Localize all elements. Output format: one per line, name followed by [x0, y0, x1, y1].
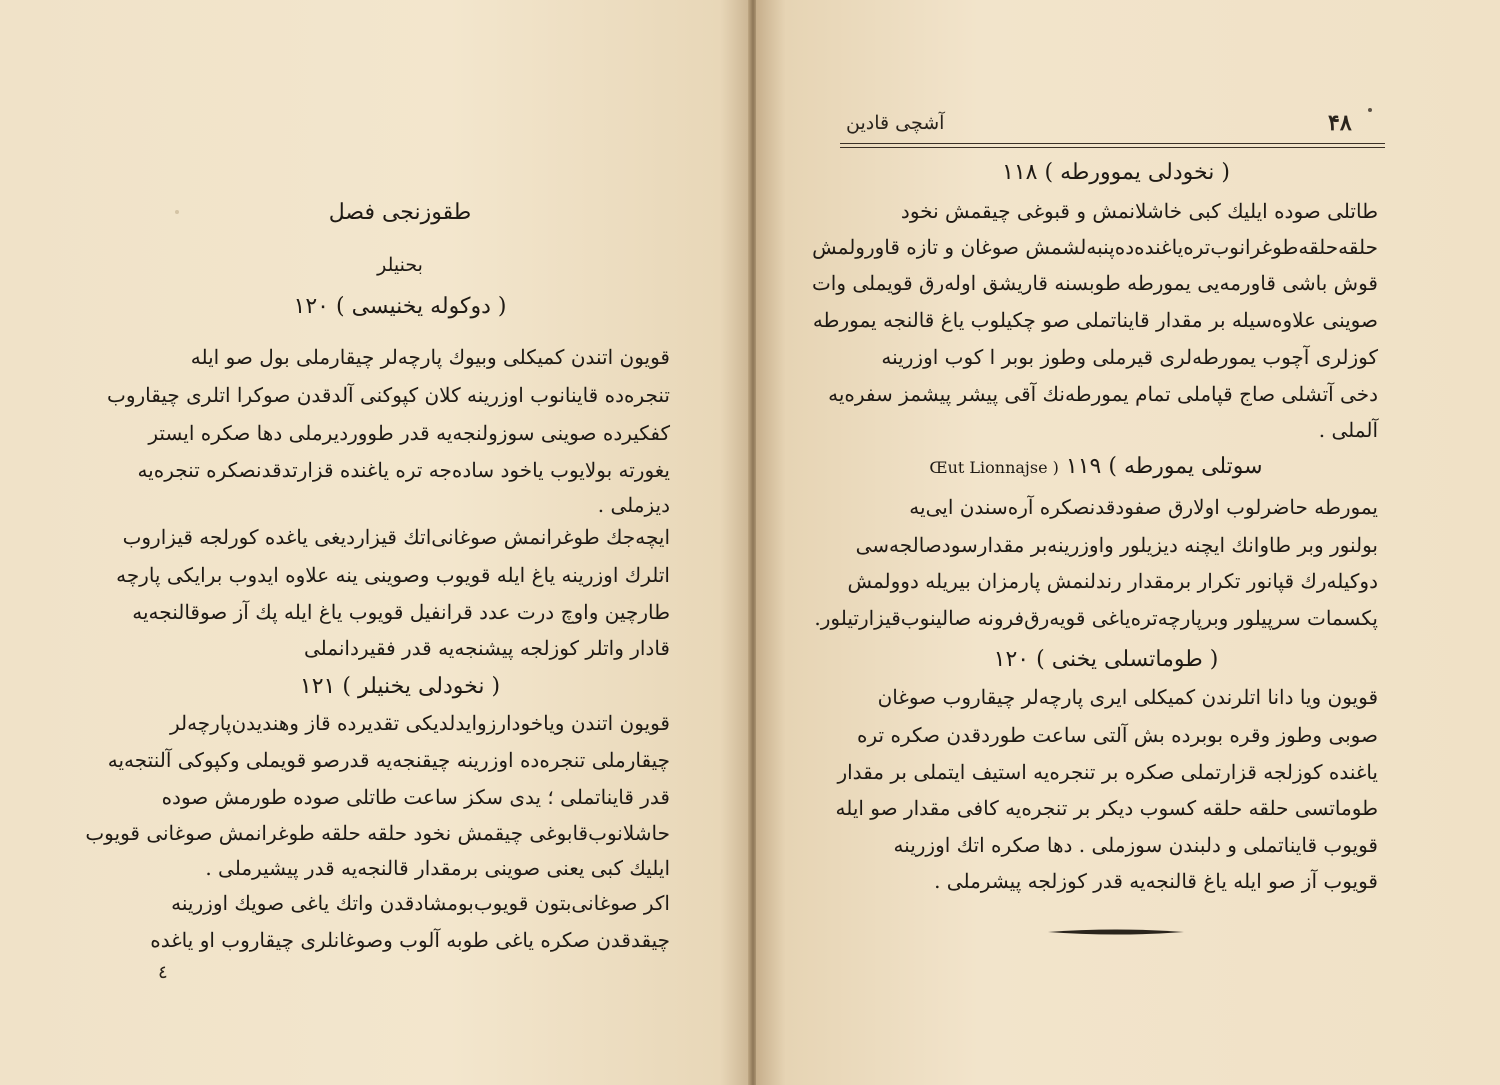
text-line: اتلرك اوزرینه یاغ ایله قویوب وصوینی ینه علاوه ایدوب برایکی پارچه [116, 563, 670, 587]
running-title: آشچی قادین [846, 112, 945, 134]
text-line: کوزلری آچوب یمورطه‌لری قیرملی وطوز بوبر ا کوب اوزرینه [881, 345, 1378, 369]
text-line: حاشلانوب‌قابوغی چیقمش نخود حلقه حلقه طوغرانمش صوغانی قویوب [85, 821, 670, 845]
text-line: دیزملی . [597, 493, 670, 517]
text-line: صوبی وطوز وقره بوبرده بش آلتی ساعت طوردقدن صکره تره [857, 723, 1378, 747]
chapter-title: طقوزنجی فصل [328, 200, 472, 225]
text-line: اکر صوغانی‌بتون قویوب‌بومشادقدن واتك یاغی صویك اوزرینه [171, 891, 670, 915]
signature-mark: ٤ [158, 962, 168, 983]
text-line: صوینی علاوه‌سیله بر مقدار قایناتملی صو چکیلوب یاغ قالنجه یمورطه [812, 308, 1378, 332]
text-line: طارچین واوچ درت عدد قرانفیل قویوب یاغ ایله پك آز صوقالنجه‌یه [132, 600, 670, 624]
text-line: دخی آتشلی صاج قپاملی تمام یمورطه‌نك آقی پیشر پیشمز سفره‌یه [828, 382, 1378, 406]
text-line: تنجره‌ده قاینانوب اوزرینه کلان کپوکنی آلدقدن صوکرا اتلری چیقاروب [107, 383, 670, 407]
text-line: کفکیرده صوینی سوزولنجه‌یه قدر طووردیرملی دها صکره ایستر [148, 421, 670, 445]
paper-spot [175, 210, 179, 214]
text-line: قویون اتندن ویاخودارزوایدلدیکی تقدیرده قاز وهندیدن‌پارچه‌لر [169, 711, 670, 735]
text-line: پکسمات سرپیلور وبرپارچه‌تره‌یاغی قویه‌رق‌فرونه صالینوب‌قیزارتیلور. [814, 606, 1378, 630]
text-line: آلملی . [1318, 418, 1378, 442]
text-line: قدر قایناتملی ؛ یدی سکز ساعت طاتلی صوده طورمش صوده [161, 785, 670, 809]
text-line: قویوب آز صو ایله یاغ قالنجه‌یه قدر کوزلجه پیشرملی . [934, 869, 1378, 893]
text-line: حلقه‌حلقه‌طوغرانوب‌تره‌یاغنده‌ده‌پنبه‌لشمش صوغان و تازه قاورولمش [812, 235, 1378, 259]
text-line: یغورته بولایوب یاخود ساده‌جه تره یاغنده قزارتدقدنصکره تنجره‌یه [137, 458, 670, 482]
text-line: قوش باشی قاورمه‌یی یمورطه طوبسنه قاریشق اوله‌رق قویملی وات [811, 271, 1378, 295]
header-rule-thin [840, 147, 1385, 148]
recipe-118-heading: ۱۱۸ ( نخودلی یموورطه ) [1002, 160, 1230, 185]
text-line: بولنور وبر طاوانك ایچنه دیزیلور واوزرینه‌بر مقدارسودصالجه‌سی [855, 533, 1378, 557]
text-line: قویوب قایناتملی و دلبندن سوزملی . دها صکره اتك اوزرینه [893, 833, 1378, 857]
text-line: قادار واتلر کوزلجه پیشنجه‌یه قدر فقیردانملی [304, 636, 670, 660]
recipe-119-title: ۱۱۹ ( سوتلی یمورطه [1065, 454, 1263, 479]
text-line: چیقارملی تنجره‌ده اوزرینه چیقنجه‌یه قدرصو قویملی وکپوکی آلنتجه‌یه [107, 748, 670, 772]
text-line: طاتلی صوده ایلیك کبی خاشلانمش و قبوغی چیقمش نخود [900, 199, 1378, 223]
recipe-121-heading: ۱۲۱ ( نخودلی یخنیلر ) [299, 674, 501, 699]
recipe-120b-heading: ۱۲۰ ( طوماتسلی یخنی ) [993, 647, 1219, 672]
text-line: طوماتسی حلقه حلقه کسوب دیکر بر تنجره‌یه کافی مقدار صو ایله [835, 796, 1378, 820]
page-number: ۴۸ [1328, 110, 1352, 136]
end-ornament [1046, 925, 1186, 939]
text-line: قویون ویا دانا اتلرندن کمیکلی ایری پارچه‌لر چیقاروب صوغان [877, 685, 1378, 709]
text-line: قویون اتندن کمیکلی وبیوك پارچه‌لر چیقارملی بول صو ایله [190, 345, 670, 369]
text-line: دوکیله‌رك قپانور تکرار برمقدار رندلنمش پارمزان بیریله دوولمش [847, 569, 1378, 593]
section-title: بحنیلر [377, 254, 423, 276]
right-page [756, 0, 1500, 1085]
text-line: ایچه‌جك طوغرانمش صوغانی‌اتك قیزاردیغی یاغده کورلجه قیزاروب [122, 525, 670, 549]
recipe-119-heading [906, 452, 1286, 483]
recipe-119-latin: Œut Lionnajse ) [929, 458, 1059, 477]
header-rule [840, 143, 1385, 144]
text-line: یاغنده کوزلجه قزارتملی صکره بر تنجره‌یه استیف ایتملی بر مقدار [837, 760, 1378, 784]
recipe-120-heading: ۱۲۰ ( دوکوله یخنیسی ) [293, 294, 507, 319]
print-dot [1368, 108, 1372, 112]
text-line: ایلیك کبی یعنی صوینی برمقدار قالنجه‌یه قدر پیشیرملی . [205, 856, 670, 880]
text-line: چیقدقدن صکره یاغی طوبه آلوب وصوغانلری چیقاروب او یاغده [150, 928, 670, 952]
text-line: یمورطه حاضرلوب اولارق صفودقدنصکره آره‌سندن ایی‌یه [909, 495, 1378, 519]
